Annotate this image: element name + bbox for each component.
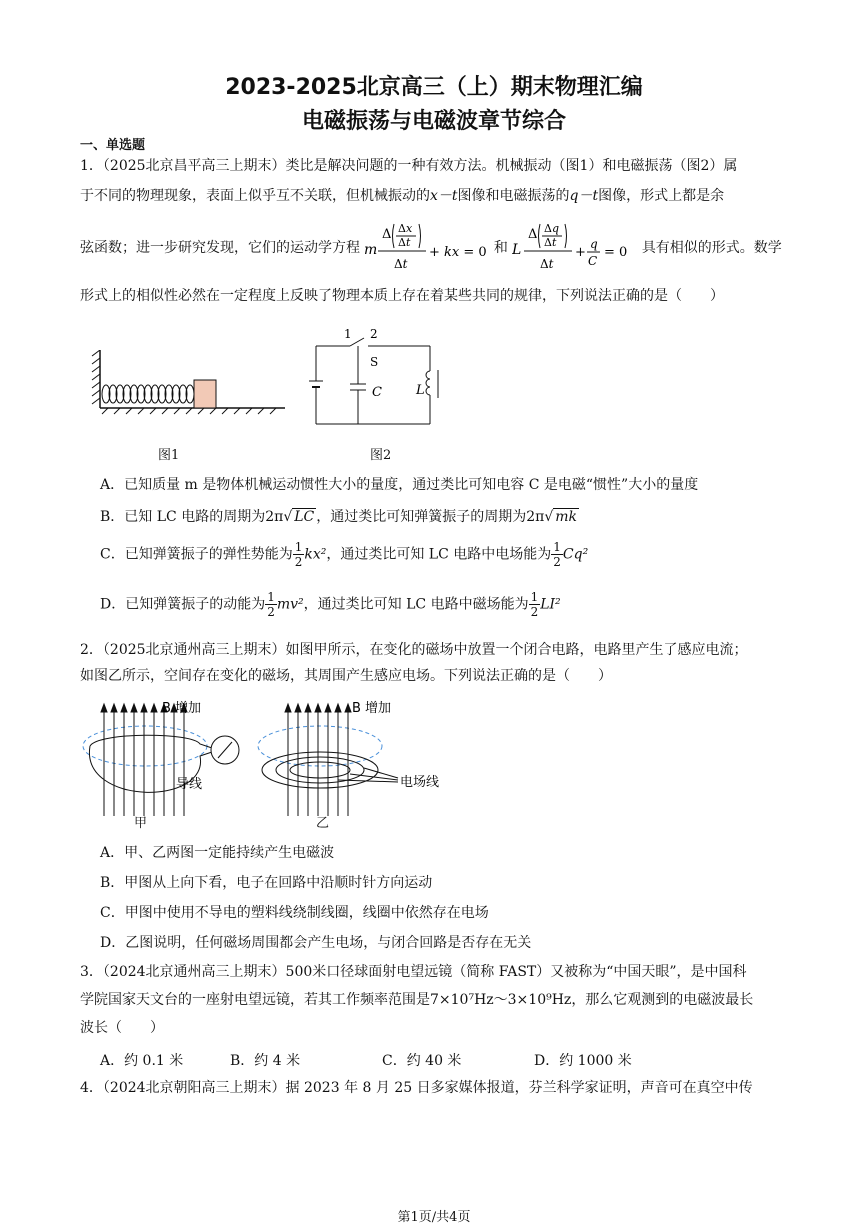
svg-text:Δt: Δt xyxy=(540,257,554,271)
figure2-label-l: L xyxy=(416,383,425,398)
q2-option-d: D．乙图说明，任何磁场周围都会产生电场，与闭合回路是否存在无关 xyxy=(100,935,532,951)
svg-text:L: L xyxy=(512,242,522,258)
q3-frequency-range: 7×10⁷Hz～3×10⁹Hz xyxy=(430,992,572,1008)
q2-option-a: A．甲、乙两图一定能持续产生电磁波 xyxy=(100,845,335,861)
q1-line1: 1．（2025北京昌平高三上期末）类比是解决问题的一种有效方法。机械振动（图1）和电磁振荡（图2）属 xyxy=(80,158,738,174)
figure-yi-caption: 乙 xyxy=(316,816,330,831)
q3-option-d: D．约 1000 米 xyxy=(534,1053,632,1069)
q1-option-a: A．已知质量 m 是物体机械运动惯性大小的量度，通过类比可知电容 C 是电磁“惯性”大小的量度 xyxy=(100,477,699,493)
q1-b-mk: mk xyxy=(555,509,578,525)
svg-text:= 0: = 0 xyxy=(604,245,628,260)
q1-b-text2: ，通过类比可知弹簧振子的周期为 xyxy=(316,509,527,525)
figure2-label-s: S xyxy=(370,355,379,369)
q3-line3: 波长（ ） xyxy=(80,1020,164,1036)
svg-text:Δ: Δ xyxy=(382,227,392,242)
figure2-lc-circuit xyxy=(300,326,450,436)
svg-text:+ kx = 0: + kx = 0 xyxy=(429,245,488,260)
q1-line3-text-b: 和 xyxy=(493,240,508,256)
q1-b-lc: LC xyxy=(294,509,315,525)
q1-c-text2: ，通过类比可知 LC 电路中电场能为 xyxy=(326,546,552,563)
svg-text:Δt: Δt xyxy=(544,236,557,249)
q2-option-c: C．甲图中使用不导电的塑料线绕制线圈，线圈中依然存在电场 xyxy=(100,905,489,921)
q1-d-li2: LI² xyxy=(540,596,561,613)
svg-text:+: + xyxy=(575,245,587,260)
q1-line3 xyxy=(80,218,782,278)
page-title: 2023-2025北京高三（上）期末物理汇编 xyxy=(225,75,643,100)
q1-line3-text-a: 弦函数；进一步研究发现，它们的运动学方程 xyxy=(80,240,360,256)
field-line-label: 电场线 xyxy=(400,775,440,790)
q1-option-b: B．已知 LC 电路的周期为2π√ LC ，通过类比可知弹簧振子的周期为2π√ mk xyxy=(100,509,578,525)
q1-option-d xyxy=(100,590,561,619)
q1-line2-text-e: 图像，形式上都是余 xyxy=(598,188,725,204)
svg-text:Δq: Δq xyxy=(544,222,560,235)
wire-label: 导线 xyxy=(176,777,203,792)
q1-c-text: C．已知弹簧振子的弹性势能为 xyxy=(100,546,293,563)
q1-c-kx2: kx² xyxy=(304,546,327,563)
section-heading: 一、单选题 xyxy=(80,138,146,153)
q3-line2-c: ，那么它观测到的电磁波最长 xyxy=(571,992,754,1008)
q1-c-half-2: $\frac{1}{2}$ xyxy=(553,540,561,569)
equation-electric xyxy=(512,218,637,278)
q1-x-t: x－t xyxy=(430,188,458,204)
q1-q-t: q－t xyxy=(569,188,599,204)
q1-d-mv2: mv² xyxy=(276,596,304,613)
svg-text:Δt: Δt xyxy=(398,236,411,249)
svg-text:Δt: Δt xyxy=(394,257,408,271)
q1-b-2pi-2: 2π xyxy=(526,509,545,525)
q1-d-half-2: $\frac{1}{2}$ xyxy=(530,590,539,619)
q1-line3-text-c: 具有相似的形式。数学 xyxy=(641,240,782,256)
q1-line4: 形式上的相似性必然在一定程度上反映了物理本质上存在着某些共同的规律，下列说法正确的是（ ） xyxy=(80,288,724,304)
page-footer: 第1页/共4页 xyxy=(397,1210,471,1225)
figure-yi xyxy=(250,696,470,834)
figure2-label-1: 1 xyxy=(344,327,352,341)
svg-text:C: C xyxy=(588,254,598,268)
figure1-caption: 图1 xyxy=(158,448,180,463)
q3-option-c: C．约 40 米 xyxy=(382,1053,462,1069)
figure2-label-c: C xyxy=(372,385,382,400)
q3-line1: 3．（2024北京通州高三上期末）500米口径球面射电望远镜（简称 FAST）又被称为“中国天眼”，是中国科 xyxy=(80,964,747,980)
yi-b-label: B 增加 xyxy=(352,701,392,716)
q1-c-half: $\frac{1}{2}$ xyxy=(294,540,303,569)
svg-text:Δx: Δx xyxy=(398,222,413,235)
q1-d-half: $\frac{1}{2}$ xyxy=(267,590,275,619)
q3-line2-a: 学院国家天文台的一座射电望远镜，若其工作频率范围是 xyxy=(80,992,430,1008)
q2-option-b: B．甲图从上向下看，电子在回路中沿顺时针方向运动 xyxy=(100,875,433,891)
q1-line2 xyxy=(80,186,724,206)
svg-text:q: q xyxy=(590,237,599,251)
q1-d-text2: ，通过类比可知 LC 电路中磁场能为 xyxy=(303,596,529,613)
jia-b-label: B 增加 xyxy=(162,701,202,716)
q1-b-2pi: 2π xyxy=(265,509,284,525)
figure2-caption: 图2 xyxy=(370,448,392,463)
q1-c-cq2: Cq² xyxy=(562,546,589,563)
q2-line1: 2．（2025北京通州高三上期末）如图甲所示，在变化的磁场中放置一个闭合电路，电路里产生了感应电流； xyxy=(80,642,748,658)
equation-mechanical xyxy=(364,218,489,278)
svg-text:m: m xyxy=(364,242,378,258)
q2-line2: 如图乙所示，空间存在变化的磁场，其周围产生感应电场。下列说法正确的是（ ） xyxy=(80,668,612,684)
svg-text:Δ: Δ xyxy=(528,227,538,242)
figure-jia-caption: 甲 xyxy=(134,816,148,831)
figure2-label-2: 2 xyxy=(370,327,378,341)
q3-option-a: A．约 0.1 米 xyxy=(100,1053,184,1069)
q1-option-c xyxy=(100,540,588,569)
figure-jia xyxy=(80,696,260,834)
q3-line2 xyxy=(80,990,753,1010)
figure1-spring-oscillator xyxy=(90,350,290,420)
q1-d-text: D．已知弹簧振子的动能为 xyxy=(100,596,266,613)
q1-line2-text-a: 于不同的物理现象，表面上似乎互不关联，但机械振动的 xyxy=(80,188,430,204)
q3-option-b: B．约 4 米 xyxy=(230,1053,301,1069)
page-subtitle: 电磁振荡与电磁波章节综合 xyxy=(301,109,566,134)
q1-b-text: B．已知 LC 电路的周期为 xyxy=(100,509,266,525)
q1-line2-text-c: 图像和电磁振荡的 xyxy=(457,188,570,204)
q4-line1: 4．（2024北京朝阳高三上期末）据 2023 年 8 月 25 日多家媒体报道，芬兰科学家证明，声音可在真空中传 xyxy=(80,1080,753,1096)
